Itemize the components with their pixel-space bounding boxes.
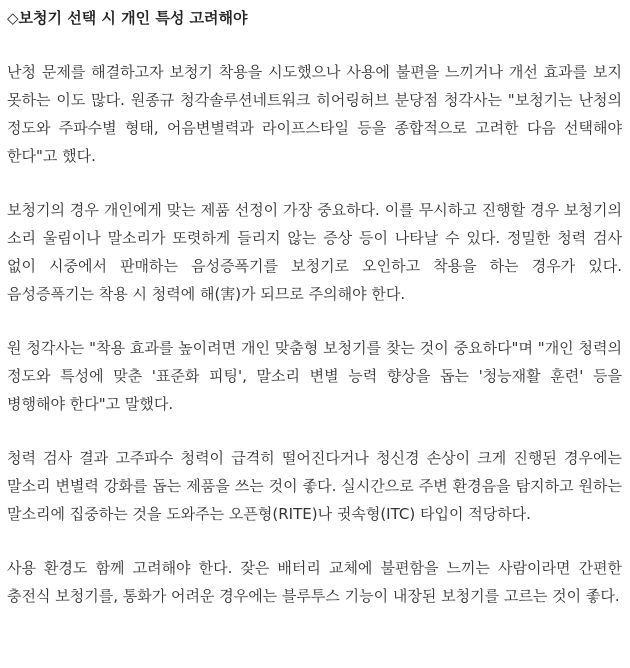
paragraph-4: 청력 검사 결과 고주파수 청력이 급격히 떨어진다거나 청신경 손상이 크게 진행된 경우에는 말소리 변별력 강화를 돕는 제품을 쓰는 것이 좋다. 실시간으로 주변 환경음을 탐지하고 원하는 말소리에 집중하는 것을 도와주는 오픈형(RITE)나 귓속형(ITC) 타입이 적당하다. (7, 449, 622, 523)
paragraph-2: 보청기의 경우 개인에게 맞는 제품 선정이 가장 중요하다. 이를 무시하고 진행할 경우 보청기의 소리 울림이나 말소리가 또렷하게 들리지 않는 증상 등이 나타날 수 있다. 정밀한 청력 검사 없이 시중에서 판매하는 음성증폭기를 보청기로 오인하고 착용을 하는 경우가 있다. 음성증폭기는 착용 시 청력에 해(害)가 되므로 주의해야 한다. (7, 201, 622, 303)
paragraph-3: 원 청각사는 "착용 효과를 높이려면 개인 맞춤형 보청기를 찾는 것이 중요하다"며 "개인 청력의 정도와 특성에 맞춘 '표준화 피팅', 말소리 변별 능력 향상을 돕는 '청능재활 훈련' 등을 병행해야 한다"고 말했다. (7, 339, 622, 413)
paragraph-1: 난청 문제를 해결하고자 보청기 착용을 시도했으나 사용에 불편을 느끼거나 개선 효과를 보지 못하는 이도 많다. 원종규 청각솔루션네트워크 히어링허브 분당점 청각사는 "보청기는 난청의 정도와 주파수별 형태, 어음변별력과 라이프스타일 등을 종합적으로 고려한 다음 선택해야 한다"고 했다. (7, 63, 622, 165)
section-heading: ◇보청기 선택 시 개인 특성 고려해야 (7, 9, 248, 27)
paragraph-5: 사용 환경도 함께 고려해야 한다. 잦은 배터리 교체에 불편함을 느끼는 사람이라면 간편한 충전식 보청기를, 통화가 어려운 경우에는 블루투스 기능이 내장된 보청기를 고르는 것이 좋다. (7, 559, 622, 605)
